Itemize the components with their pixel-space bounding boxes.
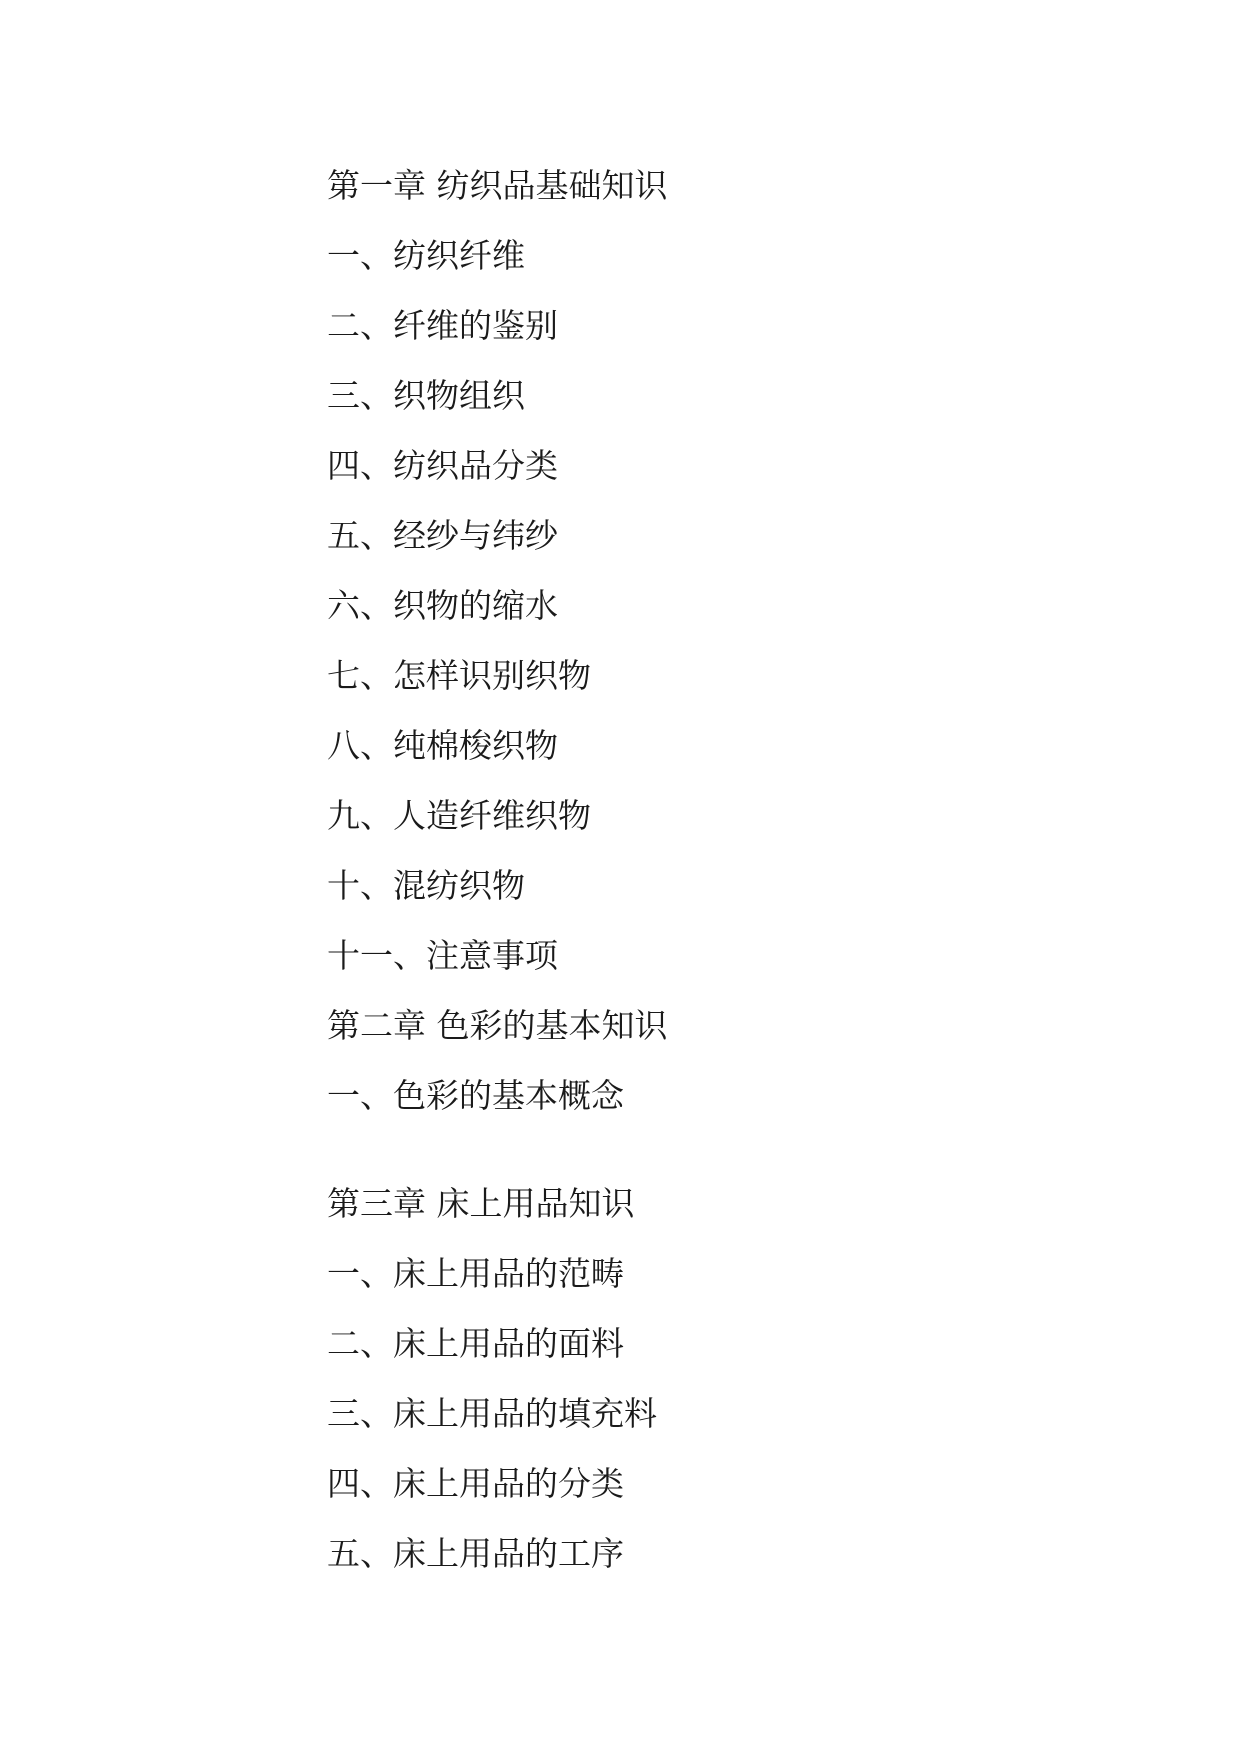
chapter-1-item-8: 八、纯棉梭织物 (327, 726, 558, 765)
chapter-3-item-5: 五、床上用品的工序 (327, 1534, 624, 1573)
chapter-1-item-5: 五、经纱与纬纱 (327, 516, 558, 555)
chapter-2-item-1: 一、色彩的基本概念 (327, 1076, 624, 1115)
chapter-1-item-11: 十一、注意事项 (327, 936, 558, 975)
chapter-1-item-1: 一、纺织纤维 (327, 236, 525, 275)
chapter-1-item-6: 六、织物的缩水 (327, 586, 558, 625)
table-of-contents (327, 165, 1127, 1603)
chapter-2-title: 第二章 色彩的基本知识 (327, 1006, 668, 1045)
chapter-1-title: 第一章 纺织品基础知识 (327, 166, 668, 205)
chapter-1-item-9: 九、人造纤维织物 (327, 796, 591, 835)
chapter-3-item-1: 一、床上用品的范畴 (327, 1254, 624, 1293)
chapter-1-item-3: 三、织物组织 (327, 376, 525, 415)
chapter-3-item-4: 四、床上用品的分类 (327, 1464, 624, 1503)
chapter-1-item-7: 七、怎样识别织物 (327, 656, 591, 695)
chapter-1-item-10: 十、混纺织物 (327, 866, 525, 905)
chapter-3-title: 第三章 床上用品知识 (327, 1184, 635, 1223)
chapter-1-item-2: 二、纤维的鉴别 (327, 306, 558, 345)
chapter-3-item-2: 二、床上用品的面料 (327, 1324, 624, 1363)
chapter-1-item-4: 四、纺织品分类 (327, 446, 558, 485)
chapter-3-item-3: 三、床上用品的填充料 (327, 1394, 657, 1433)
